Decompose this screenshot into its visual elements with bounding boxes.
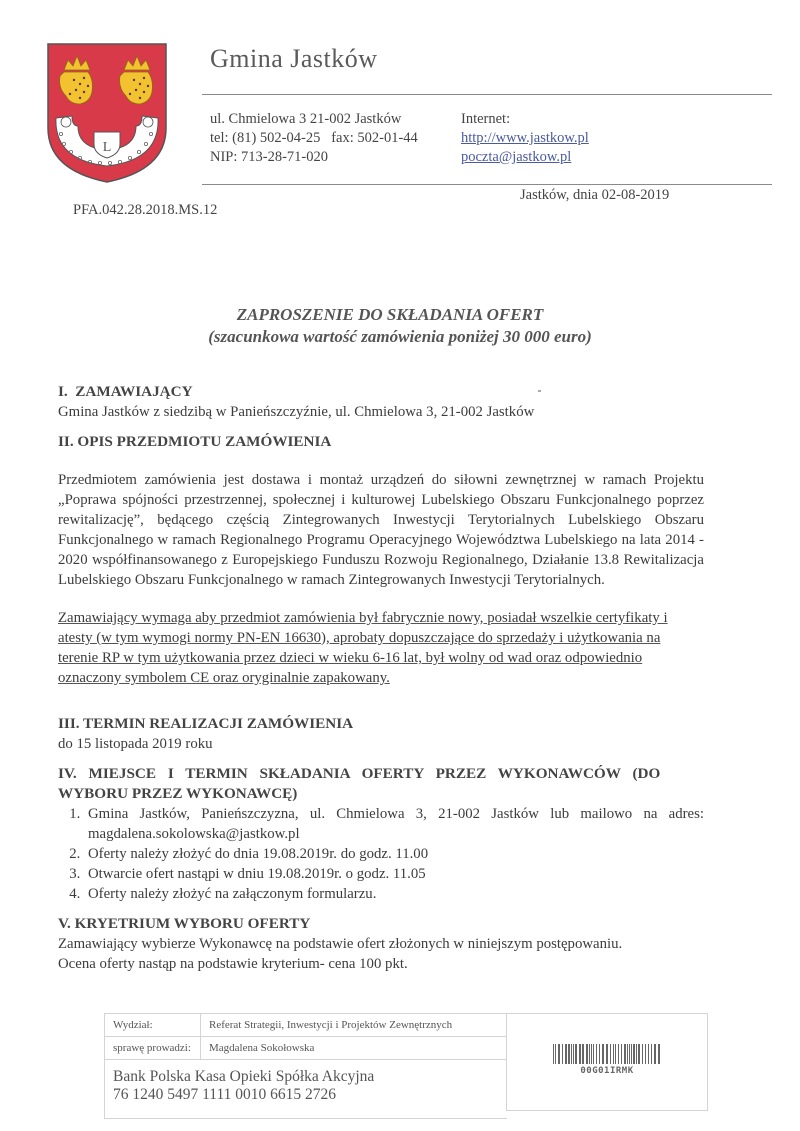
barcode-bar: [638, 1044, 640, 1064]
bank-details: [105, 1060, 507, 1118]
internet-block: [461, 110, 589, 167]
section-2-heading: II. OPIS PRZEDMIOTU ZAMÓWIENIA: [58, 433, 332, 450]
barcode-bar: [586, 1044, 588, 1064]
section-5-line-2: Ocena oferty nastąp na podstawie kryterium- cena 100 pkt.: [58, 956, 408, 972]
barcode-bar: [627, 1044, 628, 1064]
section-2-paragraph-1: Przedmiotem zamówienia jest dostawa i montaż urządzeń do siłowni zewnętrznej w ramach Projektu „Poprawa spójności przestrzennej, społecznej i kulturowej Lubelskiego Obszaru Funkcjonalnego poprzez rewitalizację”, będącego częścią Zintegrowanych Inwestycji Terytorialnych Lubelskiego Obszaru Funkcjonalnego w ramach Regionalnego Programu Operacyjnego Województwa Lubelskiego na lata 2014 - 2020 współfinansowanego z Europejskiego Funduszu Rozwoju Regionalnego, Działanie 13.8 Rewitalizacja Lubelskiego Obszaru Funkcjonalnego w ramach Zintegrowanych Inwestycji Terytorialnych.: [58, 472, 704, 588]
barcode-bar: [589, 1044, 590, 1064]
barcode-bar: [613, 1044, 614, 1064]
barcode-bar: [645, 1044, 646, 1064]
barcode-bar: [602, 1044, 604, 1064]
barcode-bar: [636, 1044, 637, 1064]
barcode-bar: [624, 1044, 626, 1064]
section-1-heading: I. ZAMAWIAJĄCY: [58, 383, 193, 400]
reference-number: PFA.042.28.2018.MS.12: [73, 202, 218, 218]
department-label: Wydział:: [105, 1014, 201, 1036]
barcode-bar: [629, 1044, 630, 1064]
barcode-bar: [553, 1044, 554, 1064]
barcode-bar: [562, 1044, 563, 1064]
email-link[interactable]: poczta@jastkow.pl: [461, 149, 572, 165]
barcode-bar: [591, 1044, 592, 1064]
coat-of-arms-icon: [46, 42, 168, 184]
address: ul. Chmielowa 3 21-002 Jastków: [210, 111, 402, 127]
header-divider-top: [202, 94, 772, 95]
document-title: [0, 304, 800, 348]
footer-row-department: [105, 1014, 507, 1037]
section-5-heading: V. KRYETRIUM WYBORU OFERTY: [58, 915, 311, 932]
handler-label: sprawę prowadzi:: [105, 1037, 201, 1059]
list-item: 4. Oferty należy złożyć na załączonym formularzu.: [84, 884, 704, 904]
header-divider-bottom: [202, 184, 772, 185]
internet-label: Internet:: [461, 111, 511, 127]
section-3-heading: III. TERMIN REALIZACJI ZAMÓWIENIA: [58, 715, 354, 732]
barcode-bar: [615, 1044, 616, 1064]
barcode-bar: [558, 1044, 560, 1064]
contact-block: [210, 110, 418, 167]
place-date: Jastków, dnia 02-08-2019: [520, 187, 670, 203]
section-5-line-1: Zamawiający wybierze Wykonawcę na podstawie ofert złożonych w niniejszym postępowaniu.: [58, 936, 623, 952]
list-item: 2. Oferty należy złożyć do dnia 19.08.2019r. do godz. 11.00: [84, 844, 704, 864]
footer-info-table: [104, 1013, 507, 1119]
department-value: Referat Strategii, Inwestycji i Projektów Zewnętrznych: [209, 1019, 453, 1031]
section-2-paragraph-2: Zamawiający wymaga aby przedmiot zamówienia był fabrycznie nowy, posiadał wszelkie certyfikaty i atesty (w tym wymogi normy PN-EN 16630), aprobaty dopuszczające do sprzedaży i użytkowania na terenie RP w tym użytkowania przez dzieci w wieku 6-16 lat, był wolny od wad oraz odpowiednio oznaczony symbolem CE oraz oryginalnie zapakowany.: [58, 610, 668, 686]
section-4-heading-line-1: IV. MIEJSCE I TERMIN SKŁADANIA OFERTY PRZEZ WYKONAWCÓW (DO: [58, 765, 661, 782]
barcode-bar: [596, 1044, 597, 1064]
barcode-bar: [593, 1044, 594, 1064]
list-item: 1. Gmina Jastków, Panieńszczyzna, ul. Chmielowa 3, 21-002 Jastków lub mailowo na adres: magdalena.sokolowska@jastkow.pl: [84, 804, 704, 844]
barcode-bar: [579, 1044, 581, 1064]
barcode-bar: [648, 1044, 649, 1064]
barcode-bar: [555, 1044, 556, 1064]
phone-fax: tel: (81) 502-04-25 fax: 502-01-44: [210, 130, 418, 146]
section-3-text: do 15 listopada 2019 roku: [58, 736, 213, 752]
barcode-bar: [633, 1044, 635, 1064]
section-4-list: [58, 804, 704, 904]
list-item: 3. Otwarcie ofert nastąpi w dniu 19.08.2019r. o godz. 11.05: [84, 864, 704, 884]
organization-name: Gmina Jastków: [210, 44, 378, 73]
barcode-bar: [599, 1044, 600, 1064]
barcode-bar: [621, 1044, 622, 1064]
section-1-text: Gmina Jastków z siedzibą w Panieńszczyźnie, ul. Chmielowa 3, 21-002 Jastków: [58, 404, 535, 420]
title-line-2: (szacunkowa wartość zamówienia poniżej 30 000 euro): [208, 327, 592, 346]
footer-row-handler: [105, 1037, 507, 1060]
barcode-bar: [658, 1044, 660, 1064]
bank-account: 76 1240 5497 1111 0010 6615 2726: [113, 1086, 337, 1103]
barcode-bar: [565, 1044, 567, 1064]
barcode-bar: [575, 1044, 577, 1064]
nip: NIP: 713-28-71-020: [210, 149, 329, 165]
barcode-bar: [618, 1044, 619, 1064]
handler-value: Magdalena Sokołowska: [209, 1042, 315, 1054]
barcode-bar: [571, 1044, 572, 1064]
barcode-bar: [651, 1044, 652, 1064]
section-4-heading-line-2: WYBORU PRZEZ WYKONAWCĘ): [58, 785, 298, 802]
barcode-bar: [631, 1044, 632, 1064]
barcode-bar: [582, 1044, 584, 1064]
barcode-bar: [568, 1044, 570, 1064]
barcode-text: 00G01IRMK: [580, 1066, 634, 1076]
barcode-bar: [654, 1044, 656, 1064]
barcode-bar: [610, 1044, 611, 1064]
document-body: [58, 382, 704, 974]
bank-name: Bank Polska Kasa Opieki Spółka Akcyjna: [113, 1068, 375, 1085]
barcode-bar: [642, 1044, 643, 1064]
svg-text:L: L: [102, 140, 112, 155]
barcode-bar: [606, 1044, 608, 1064]
barcode-box: [506, 1013, 708, 1111]
barcode-icon: [553, 1044, 661, 1064]
title-line-1: ZAPROSZENIE DO SKŁADANIA OFERT: [236, 305, 544, 324]
barcode-bar: [573, 1044, 574, 1064]
section-4-heading: [58, 764, 704, 804]
website-link[interactable]: http://www.jastkow.pl: [461, 130, 589, 146]
